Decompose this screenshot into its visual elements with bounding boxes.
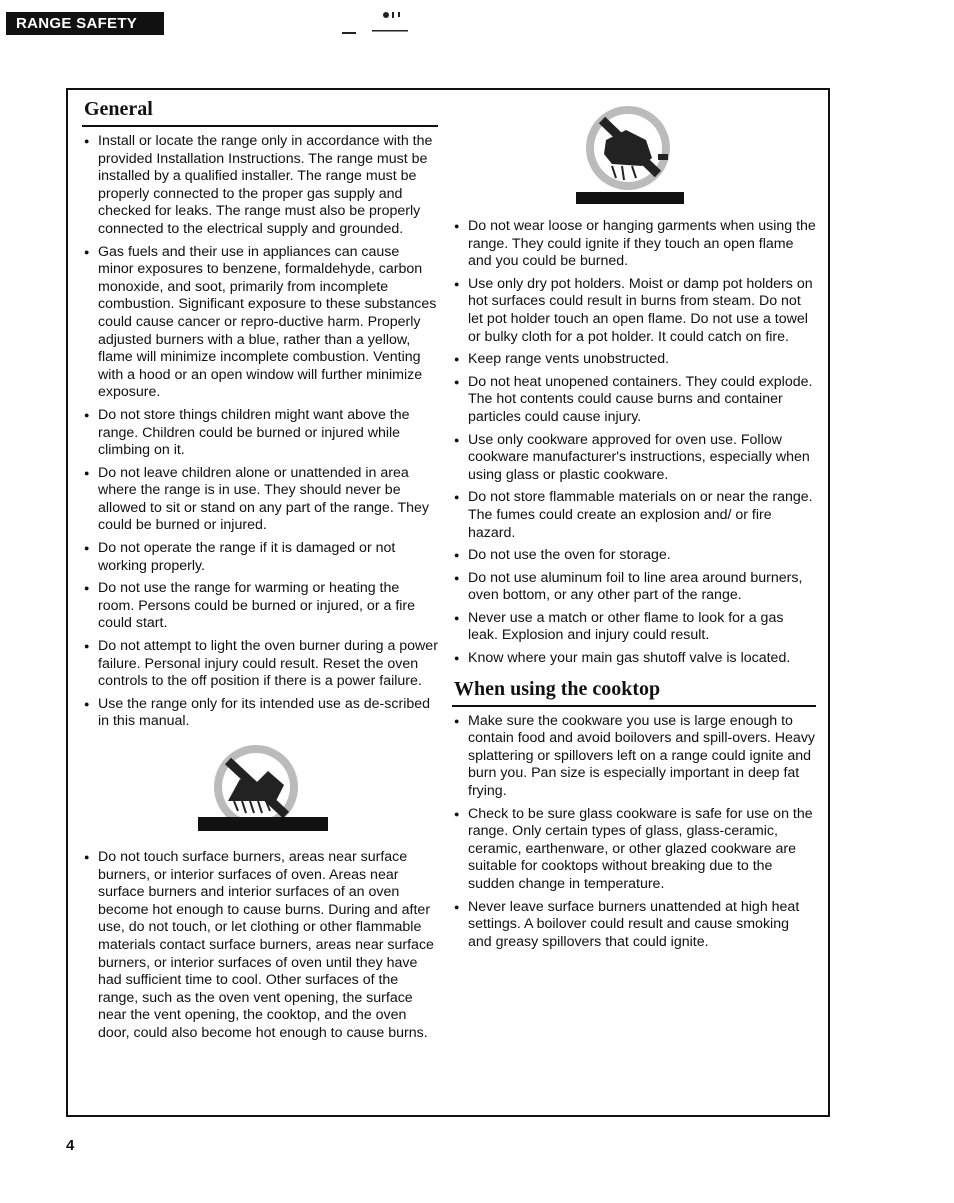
list-item: ● Never use a match or other flame to look for a gas leak. Explosion and injury could result. <box>452 610 816 645</box>
no-garment-flame-icon <box>572 100 692 208</box>
list-item: ● Do not leave children alone or unattended in area where the range is in use. They should never be allowed to sit or stand on any part of the range. They could be burned or injured. <box>82 465 438 535</box>
cooktop-bullet-list <box>452 713 816 952</box>
list-item: ● Do not heat unopened containers. They could explode. The hot contents could cause burns and container particles could cause injury. <box>452 374 816 427</box>
list-item: ● Do not touch surface burners, areas near surface burners, or interior surfaces of oven. Areas near surface burners and interior surfaces of an oven become hot enough to cause burns. During and after use, do not touch, or let clothing or other flammable materials contact surface burners, areas near surface burners, or interior surfaces of oven until they have had sufficient time to cool. Other surfaces of the range, such as the oven vent opening, the surface near the vent opening, the cooktop, and the oven door, could also become hot enough to cause burns. <box>82 849 438 1043</box>
page-number: 4 <box>66 1137 75 1154</box>
left-column <box>82 90 438 1048</box>
list-item: ● Make sure the cookware you use is large enough to contain food and avoid boilovers and spill-overs. Heavy splattering or spillovers left on a range could ignite and burn you. Pan size is especially important in deep fat frying. <box>452 713 816 801</box>
list-item: ● Do not store flammable materials on or near the range. The fumes could create an explosion and/ or fire hazard. <box>452 489 816 542</box>
list-item: ● Never leave surface burners unattended at high heat settings. A boilover could result and cause smoking and greasy spillovers that could ignite. <box>452 899 816 952</box>
section-header-tab <box>6 12 164 35</box>
scan-artifact-mark <box>340 8 420 40</box>
list-item: ● Do not attempt to light the oven burner during a power failure. Personal injury could result. Reset the oven controls to the off position if there is a power failure. <box>82 638 438 691</box>
cooktop-section-title: When using the cooktop <box>452 678 816 707</box>
general-section-title: General <box>82 98 438 127</box>
list-item: ● Know where your main gas shutoff valve is located. <box>452 650 816 668</box>
general-bullet-list-continued <box>82 849 438 1043</box>
right-bullet-list <box>452 218 816 668</box>
list-item: ● Keep range vents unobstructed. <box>452 351 816 369</box>
list-item: ● Do not use aluminum foil to line area around burners, oven bottom, or any other part of the range. <box>452 570 816 605</box>
list-item: ● Use the range only for its intended use as de-scribed in this manual. <box>82 696 438 731</box>
list-item: ● Gas fuels and their use in appliances can cause minor exposures to benzene, formaldehyde, carbon monoxide, and soot, primarily from incomplete combustion. Significant exposure to these substances could cause cancer or repro-ductive harm. Properly adjusted burners with a blue, rather than a yellow, flame will minimize incomplete combustion. Venting with a hood or an open window will further minimize exposure. <box>82 244 438 402</box>
list-item: ● Use only cookware approved for oven use. Follow cookware manufacturer's instructions, especially when using glass or plastic cookware. <box>452 432 816 485</box>
list-item: ● Do not store things children might want above the range. Children could be burned or injured while climbing on it. <box>82 407 438 460</box>
section-header-label: RANGE SAFETY <box>16 15 138 32</box>
list-item: ● Do not operate the range if it is damaged or not working properly. <box>82 540 438 575</box>
no-touch-hand-icon <box>198 741 328 841</box>
list-item: ● Install or locate the range only in accordance with the provided Installation Instructions. The range must be installed by a qualified installer. The range must be properly connected to the proper gas supply and checked for leaks. The range must also be properly connected to the electrical supply and grounded. <box>82 133 438 239</box>
list-item: ● Use only dry pot holders. Moist or damp pot holders on hot surfaces could result in burns from steam. Do not let pot holder touch an open flame. Do not use a towel or bulky cloth for a pot holder. It could catch on fire. <box>452 276 816 346</box>
safety-content-box <box>66 88 830 1117</box>
list-item: ● Do not use the range for warming or heating the room. Persons could be burned or injured, or a fire could start. <box>82 580 438 633</box>
general-bullet-list <box>82 133 438 731</box>
list-item: ● Do not use the oven for storage. <box>452 547 816 565</box>
right-column <box>452 90 816 956</box>
list-item: ● Do not wear loose or hanging garments when using the range. They could ignite if they touch an open flame and you could be burned. <box>452 218 816 271</box>
list-item: ● Check to be sure glass cookware is safe for use on the range. Only certain types of glass, glass-ceramic, ceramic, earthenware, or other glazed cookware are suitable for cooktops without breaking due to the sudden change in temperature. <box>452 806 816 894</box>
